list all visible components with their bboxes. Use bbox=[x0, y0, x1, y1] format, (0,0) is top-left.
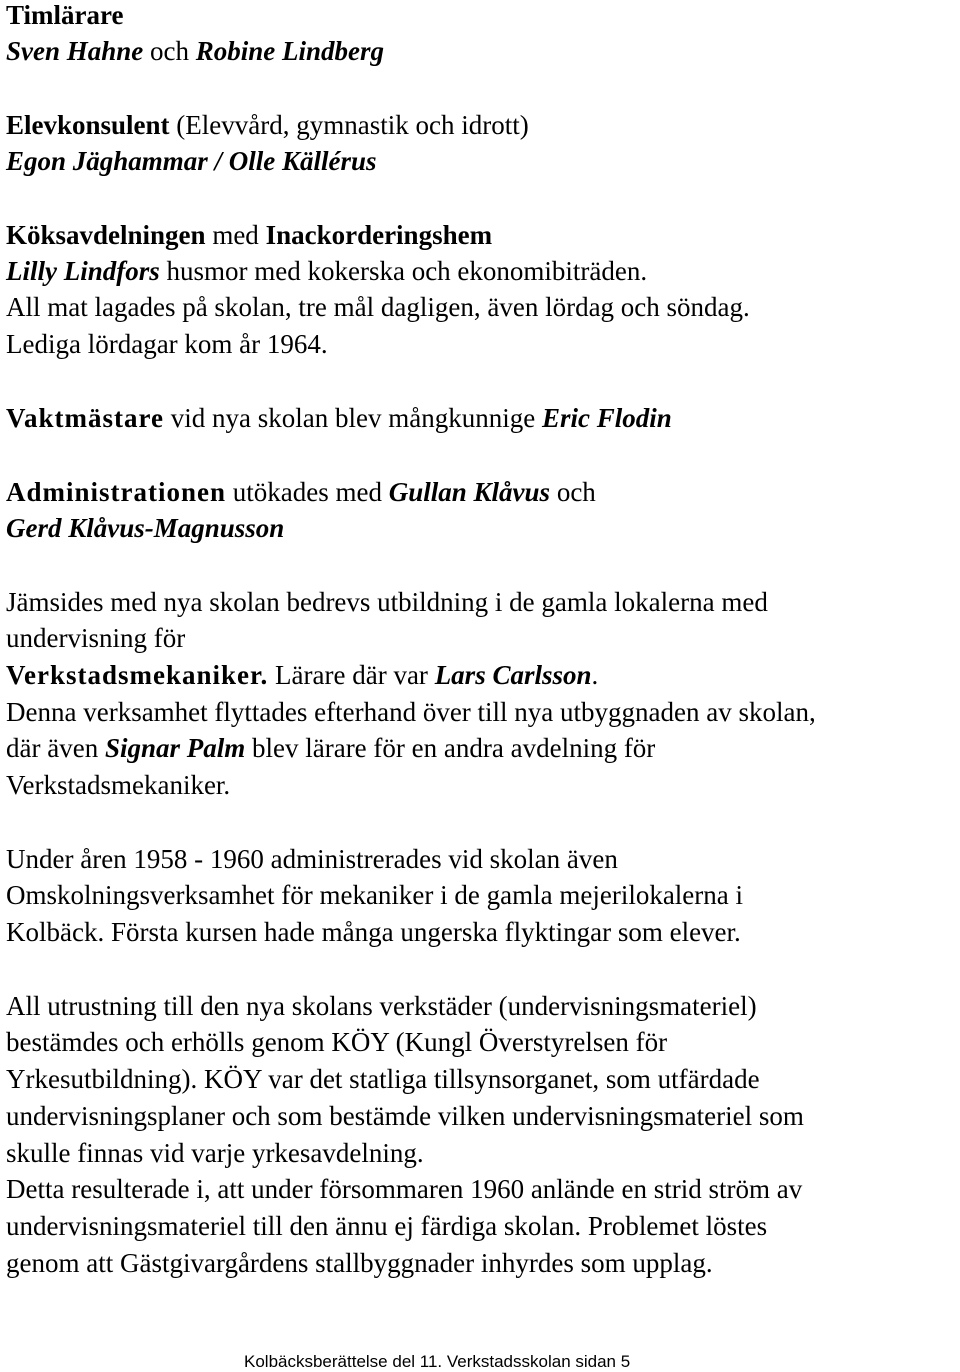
koks-med: med bbox=[205, 220, 266, 250]
jamsides-line-1: Jämsides med nya skolan bedrevs utbildning i de gamla lokalerna med bbox=[6, 587, 768, 617]
utrustning-line-1: All utrustning till den nya skolans verkstäder (undervisningsmateriel) bbox=[6, 991, 757, 1021]
heading-elevkonsulent: Elevkonsulent bbox=[6, 110, 170, 140]
under-aren-line-3: Kolbäck. Första kursen hade många ungerska flyktingar som elever. bbox=[6, 917, 741, 947]
section-heading-administrationen bbox=[6, 474, 596, 510]
person-gerd-klavus-magnusson: Gerd Klåvus-Magnusson bbox=[6, 513, 285, 543]
under-aren-line-2: Omskolningsverksamhet för mekaniker i de gamla mejerilokalerna i bbox=[6, 880, 744, 910]
person-eric-flodin: Eric Flodin bbox=[541, 403, 672, 433]
koks-line-4: Lediga lördagar kom år 1964. bbox=[6, 329, 328, 359]
page-footer: Kolbäcksberättelse del 11. Verkstadsskolan sidan 5 bbox=[244, 1352, 631, 1371]
person-gullan-klavus: Gullan Klåvus bbox=[388, 477, 551, 507]
heading-timlarare: Timlärare bbox=[6, 0, 124, 30]
heading-vaktmastare: Vaktmästare bbox=[6, 403, 164, 433]
period: . bbox=[591, 660, 599, 690]
person-names-elevkonsulent: Egon Jäghammar / Olle Källérus bbox=[6, 146, 377, 176]
jamsides-line-3 bbox=[6, 657, 598, 693]
person-sven-hahne: Sven Hahne bbox=[6, 36, 144, 66]
person-lilly-lindfors: Lilly Lindfors bbox=[6, 256, 160, 286]
utrustning-line-8: genom att Gästgivargårdens stallbyggnader inhyrdes som upplag. bbox=[6, 1248, 713, 1278]
koks-line-2 bbox=[6, 253, 647, 289]
person-lars-carlsson: Lars Carlsson bbox=[434, 660, 592, 690]
elevkonsulent-names-line bbox=[6, 143, 377, 179]
section-heading-vaktmastare bbox=[6, 400, 672, 436]
jamsides-text: Lärare där var bbox=[268, 660, 435, 690]
heading-verkstadsmekaniker: Verkstadsmekaniker. bbox=[6, 660, 269, 690]
utrustning-line-2: bestämdes och erhölls genom KÖY (Kungl Överstyrelsen för bbox=[6, 1027, 668, 1057]
section-heading-elevkonsulent bbox=[6, 107, 529, 143]
person-robine-lindberg: Robine Lindberg bbox=[195, 36, 385, 66]
heading-administrationen: Administrationen bbox=[6, 477, 227, 507]
under-aren-line-1: Under åren 1958 - 1960 administrerades vid skolan även bbox=[6, 844, 618, 874]
section-heading-timlarare bbox=[6, 0, 123, 33]
koks-line-3: All mat lagades på skolan, tre mål dagligen, även lördag och söndag. bbox=[6, 292, 750, 322]
utrustning-line-6: Detta resulterade i, att under försommaren 1960 anlände en strid ström av bbox=[6, 1174, 803, 1204]
section-heading-koksavdelningen bbox=[6, 217, 492, 253]
heading-koksavdelningen: Köksavdelningen bbox=[6, 220, 206, 250]
utrustning-line-4: undervisningsplaner och som bestämde vilken undervisningsmateriel som bbox=[6, 1101, 804, 1131]
koks-line-2-rest: husmor med kokerska och ekonomibiträden. bbox=[159, 256, 648, 286]
denna-line-2-post: blev lärare för en andra avdelning för bbox=[245, 733, 656, 763]
utrustning-line-3: Yrkesutbildning). KÖY var det statliga tillsynsorganet, som utfärdade bbox=[6, 1064, 760, 1094]
utrustning-line-7: undervisningsmateriel till den ännu ej färdiga skolan. Problemet löstes bbox=[6, 1211, 768, 1241]
conjunction: och bbox=[550, 477, 596, 507]
administrationen-text: utökades med bbox=[226, 477, 389, 507]
denna-line-1: Denna verksamhet flyttades efterhand över till nya utbyggnaden av skolan, bbox=[6, 697, 816, 727]
timlarare-names-line bbox=[6, 33, 384, 69]
vaktmastare-text: vid nya skolan blev mångkunnige bbox=[164, 403, 542, 433]
utrustning-line-5: skulle finnas vid varje yrkesavdelning. bbox=[6, 1138, 424, 1168]
jamsides-line-2: undervisning för bbox=[6, 623, 186, 653]
person-signar-palm: Signar Palm bbox=[104, 733, 246, 763]
denna-line-3: Verkstadsmekaniker. bbox=[6, 770, 231, 800]
elevkonsulent-detail: (Elevvård, gymnastik och idrott) bbox=[169, 110, 529, 140]
administrationen-line-2 bbox=[6, 510, 284, 546]
conjunction: och bbox=[143, 36, 196, 66]
heading-inackorderingshem: Inackorderingshem bbox=[265, 220, 493, 250]
denna-line-2 bbox=[6, 730, 655, 766]
denna-line-2-pre: där även bbox=[6, 733, 105, 763]
